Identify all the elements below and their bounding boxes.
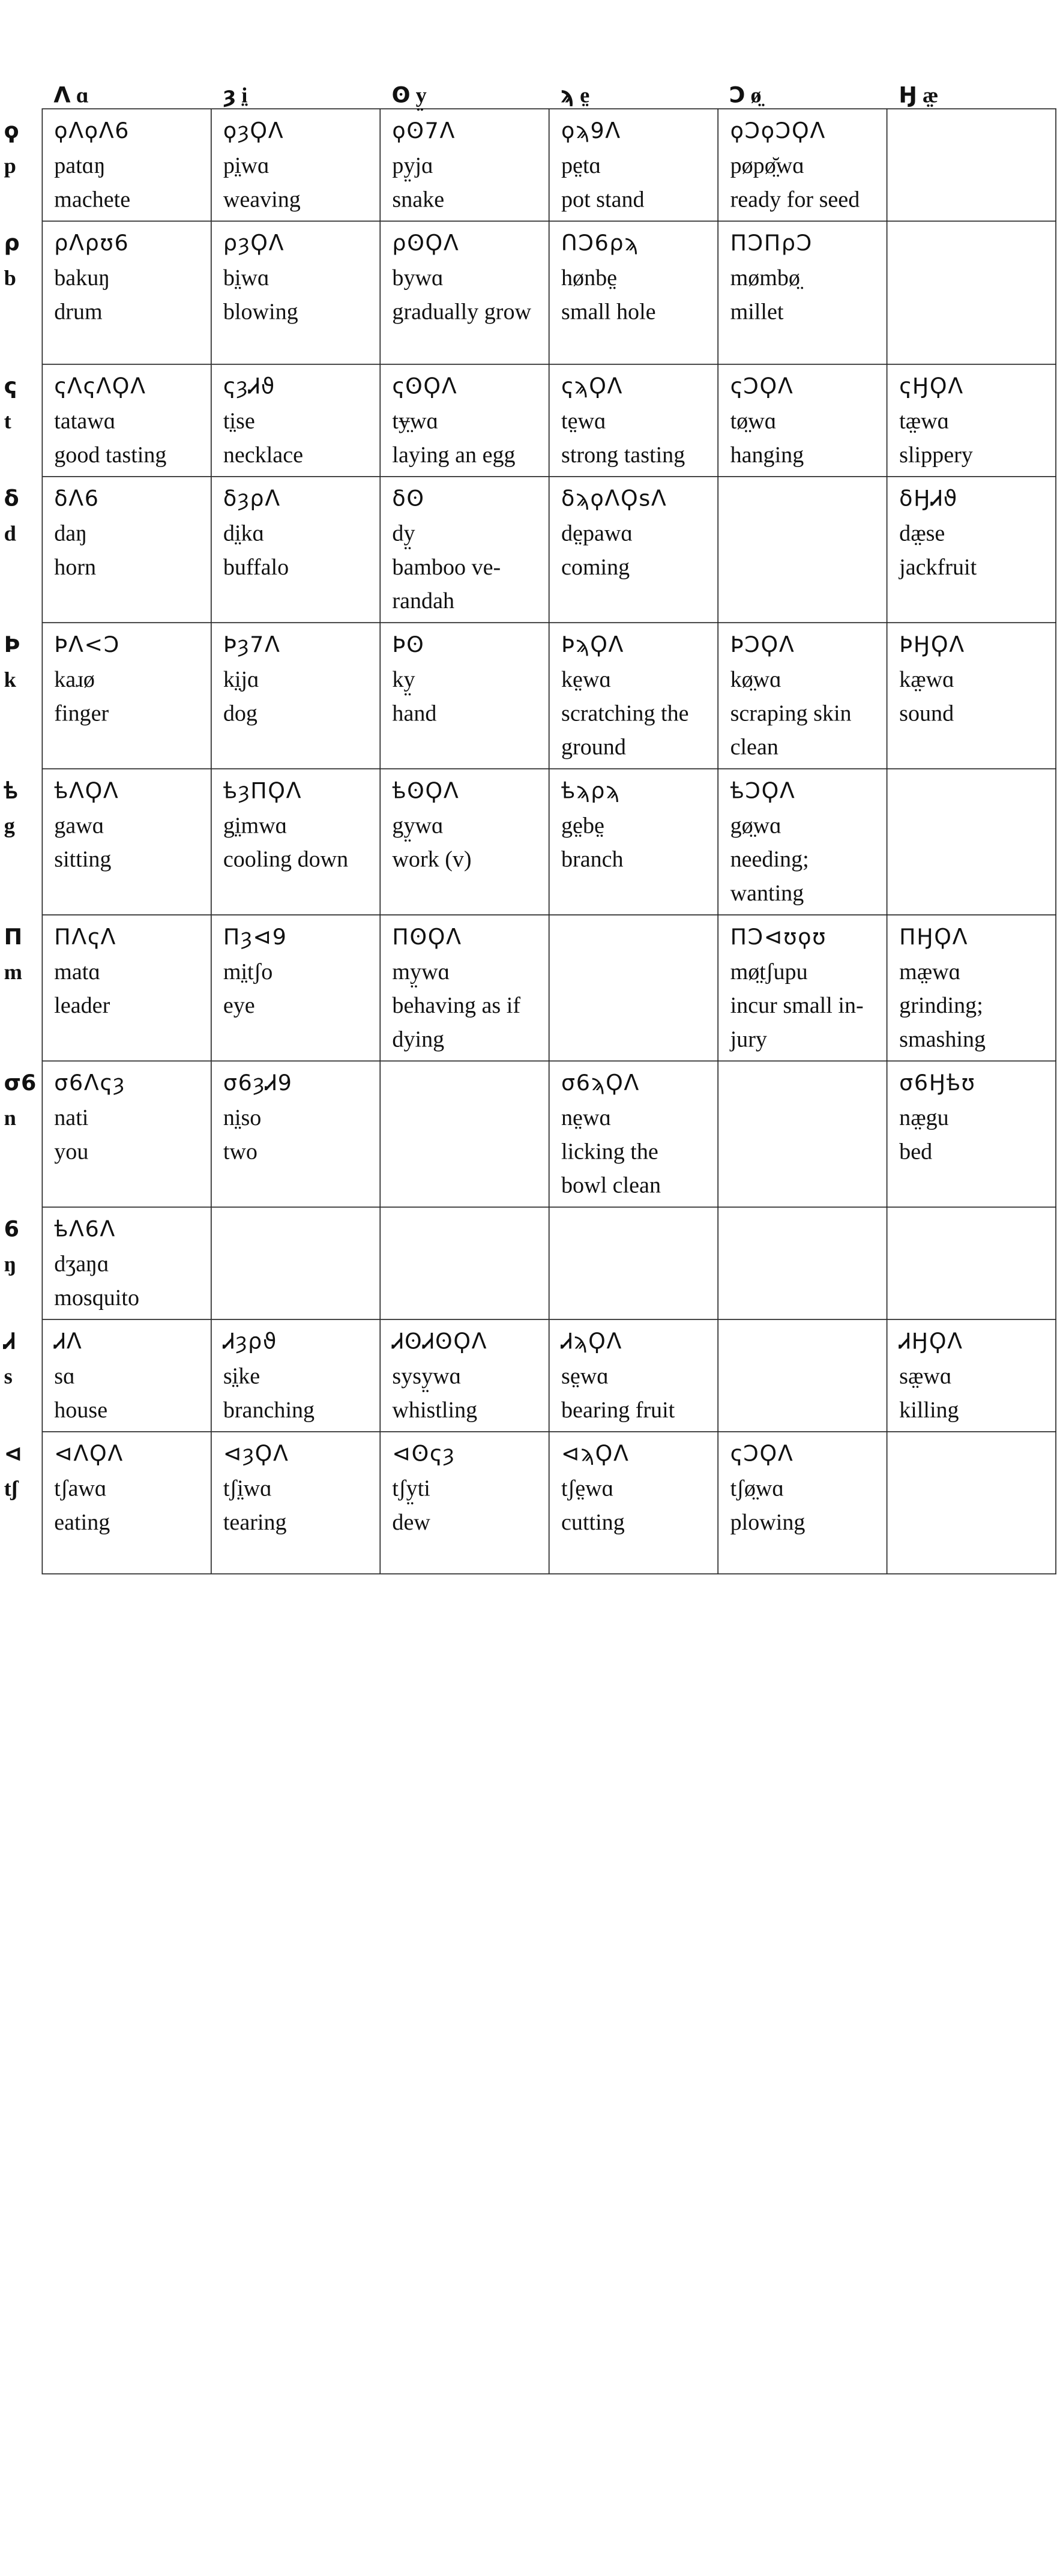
word-script: ҁʘϘᐱ [392, 375, 458, 400]
word-gloss: leader [54, 992, 110, 1018]
word-roman: ni̤so [223, 1105, 262, 1130]
row-header [0, 1432, 42, 1574]
row-header-roman: k [4, 666, 16, 692]
word-gloss: branch [561, 846, 624, 872]
word-gloss: you [54, 1139, 89, 1164]
row-header-roman: n [4, 1105, 16, 1130]
word-roman: pøpø̤̆wɑ [730, 152, 805, 178]
word-cell [549, 364, 718, 477]
word-gloss: strong tasting [561, 442, 685, 468]
word-roman: di̤kɑ [223, 520, 265, 546]
word-script: ҁϡϘᐱ [561, 375, 624, 400]
column-header [42, 74, 211, 109]
word-gloss: gradually grow [392, 299, 532, 324]
word-script: ᲇᐱϘᐱ [54, 779, 119, 804]
word-roman: ge̤be̤ [561, 813, 604, 838]
word-roman: tʃi̤wɑ [223, 1476, 273, 1501]
table-row [0, 623, 1056, 768]
row-header-roman: b [4, 265, 16, 290]
word-roman: gi̤mwɑ [223, 813, 288, 838]
empty-cell [380, 1207, 549, 1320]
table-row [0, 109, 1056, 221]
row-header [0, 769, 42, 915]
column-header-roman: y̤ [415, 82, 427, 107]
row-header [0, 221, 42, 364]
word-cell [211, 477, 380, 623]
word-cell [718, 623, 887, 768]
column-header-roman: ø̤ [750, 82, 762, 107]
row-header [0, 1320, 42, 1432]
word-cell [211, 769, 380, 915]
word-script: ϷϽϘᐱ [730, 633, 795, 659]
word-cell [718, 915, 887, 1061]
word-script: ⊲ϡϘᐱ [561, 1442, 630, 1467]
row-header-script: Ϸ [4, 632, 20, 658]
word-gloss: laying an egg [392, 442, 516, 468]
word-cell [380, 915, 549, 1061]
word-gloss: bamboo ve-randah [392, 554, 501, 614]
word-script: Пᐱҁᐱ [54, 925, 117, 950]
word-script: Ϸȝ7ᐱ [223, 633, 281, 659]
row-header-script: ϙ [4, 118, 19, 144]
word-roman: tɏ̤wɑ [392, 408, 439, 433]
word-roman: tʃy̤ti [392, 1476, 430, 1501]
word-roman: nati [54, 1105, 89, 1130]
row-header-script: Ꮧ [4, 1329, 16, 1354]
column-header [887, 74, 1056, 109]
row-header [0, 364, 42, 477]
word-cell [718, 109, 887, 221]
word-roman: patɑŋ [54, 152, 106, 178]
table-row [0, 915, 1056, 1061]
word-script: ᲇϡρϡ [561, 779, 621, 804]
word-script: ⊲ȝϘᐱ [223, 1442, 289, 1467]
word-cell [549, 109, 718, 221]
word-script: ҁϽϘᐱ [730, 375, 794, 400]
word-cell [42, 1061, 211, 1207]
row-header-script: П [4, 925, 23, 950]
row-header-script: ҁ [4, 374, 17, 399]
row-header-script: σ6 [4, 1070, 37, 1096]
word-cell [887, 1320, 1056, 1432]
word-roman: sysy̤wɑ [392, 1363, 462, 1389]
row-header-script: ⊲ [4, 1441, 23, 1467]
word-script: σ6ᐱҁȝ [54, 1071, 125, 1097]
word-script: ᲇϽϘᐱ [730, 779, 796, 804]
word-script: ϙϽϙϽϘᐱ [730, 119, 826, 145]
word-script: ҁӇϘᐱ [899, 375, 964, 400]
row-header-roman: s [4, 1363, 13, 1389]
corner-cell [0, 74, 42, 109]
word-cell [42, 109, 211, 221]
word-cell [887, 364, 1056, 477]
empty-cell [380, 1061, 549, 1207]
table-row [0, 1320, 1056, 1432]
word-roman: hønbe̤ [561, 265, 618, 291]
row-header [0, 477, 42, 623]
word-script: ẟᐱ6 [54, 487, 100, 512]
word-cell [42, 477, 211, 623]
syllable-table [0, 74, 1056, 1574]
row-header-roman: g [4, 812, 15, 837]
empty-cell [549, 1207, 718, 1320]
word-gloss: dog [223, 701, 257, 726]
word-cell [718, 221, 887, 364]
row-header [0, 1207, 42, 1320]
word-script: ϷϡϘᐱ [561, 633, 625, 659]
word-script: ᏗϡϘᐱ [561, 1330, 623, 1355]
word-gloss: work (v) [392, 846, 472, 872]
word-roman: bakuŋ [54, 265, 110, 291]
word-roman: dæ̤se [899, 520, 945, 546]
word-gloss: killing [899, 1397, 959, 1423]
word-gloss: cooling down [223, 846, 349, 872]
word-roman: bywɑ [392, 265, 444, 291]
word-script: ҁᐱҁᐱϘᐱ [54, 375, 146, 400]
word-gloss: scratching the ground [561, 701, 689, 759]
word-roman: mø̤tʃupu [730, 959, 808, 985]
empty-cell [887, 769, 1056, 915]
column-header [380, 74, 549, 109]
word-gloss: coming [561, 554, 630, 580]
word-cell [380, 221, 549, 364]
word-gloss: mosquito [54, 1285, 140, 1311]
row-header-roman: m [4, 958, 22, 984]
word-roman: sæ̤wɑ [899, 1363, 952, 1389]
word-roman: mømbø̤ [730, 265, 800, 291]
empty-cell [887, 221, 1056, 364]
word-gloss: jackfruit [899, 554, 977, 580]
word-cell [211, 915, 380, 1061]
word-cell [211, 1320, 380, 1432]
word-gloss: branching [223, 1397, 315, 1423]
word-roman: sɑ [54, 1363, 75, 1389]
word-script: ϙȝϘᐱ [223, 119, 285, 145]
word-roman: kaɹø [54, 666, 95, 692]
word-cell [887, 1061, 1056, 1207]
word-cell [380, 623, 549, 768]
word-cell [718, 364, 887, 477]
word-gloss: dew [392, 1509, 430, 1535]
word-roman: gø̤wɑ [730, 813, 782, 838]
row-header-roman: d [4, 520, 16, 546]
table-row [0, 1061, 1056, 1207]
word-script: ẟʘ [392, 487, 425, 512]
word-roman: ky̤ [392, 666, 415, 692]
word-cell [42, 1320, 211, 1432]
word-cell [380, 364, 549, 477]
word-cell [211, 221, 380, 364]
word-gloss: weaving [223, 187, 301, 212]
word-roman: ke̤wɑ [561, 666, 612, 692]
word-gloss: finger [54, 701, 109, 726]
word-cell [380, 769, 549, 915]
word-roman: gy̤wɑ [392, 813, 444, 838]
column-header-script: ϡ [561, 83, 575, 109]
word-cell [887, 477, 1056, 623]
word-script: Ꮧȝρϑ [223, 1330, 278, 1355]
word-gloss: sound [899, 701, 954, 726]
row-header-roman: t [4, 408, 11, 433]
word-script: ρᐱρʊ6 [54, 231, 130, 257]
word-roman: tʃawɑ [54, 1476, 107, 1501]
row-header [0, 109, 42, 221]
table-row [0, 477, 1056, 623]
row-header-script: ρ [4, 231, 20, 256]
column-header-roman: i̤ [241, 82, 248, 107]
row-header-script: ᲇ [4, 779, 18, 804]
word-cell [887, 623, 1056, 768]
column-header-roman: ɑ [76, 82, 89, 107]
word-cell [211, 109, 380, 221]
column-header-script: ȝ [223, 83, 236, 109]
word-roman: se̤wɑ [561, 1363, 609, 1389]
row-header-script: 6 [4, 1217, 19, 1242]
word-gloss: licking the bowl clean [561, 1139, 661, 1198]
word-gloss: grinding; smashing [899, 992, 986, 1052]
word-cell [42, 915, 211, 1061]
word-gloss: snake [392, 187, 445, 212]
empty-cell [718, 1320, 887, 1432]
row-header-roman: tʃ [4, 1475, 18, 1501]
word-roman: te̤wɑ [561, 408, 606, 433]
word-cell [380, 1320, 549, 1432]
word-cell [549, 1320, 718, 1432]
word-roman: pe̤tɑ [561, 152, 601, 178]
word-cell [887, 915, 1056, 1061]
table-row [0, 364, 1056, 477]
word-cell [42, 221, 211, 364]
row-header [0, 1061, 42, 1207]
word-roman: matɑ [54, 959, 101, 985]
word-script: ᏗʘᏗʘϘᐱ [392, 1330, 488, 1355]
empty-cell [718, 1061, 887, 1207]
column-header [211, 74, 380, 109]
empty-cell [718, 1207, 887, 1320]
word-roman: ki̤jɑ [223, 666, 259, 692]
word-script: ҁϽϘᐱ [730, 1442, 794, 1467]
word-cell [549, 221, 718, 364]
word-cell [42, 1207, 211, 1320]
word-gloss: needing; wanting [730, 846, 809, 906]
column-header [718, 74, 887, 109]
word-roman: tæ̤wɑ [899, 408, 950, 433]
word-roman: kø̤wɑ [730, 666, 782, 692]
word-cell [211, 1432, 380, 1574]
word-cell [42, 769, 211, 915]
column-header-script: Ͻ [729, 83, 745, 109]
word-roman: mæ̤wɑ [899, 959, 961, 985]
word-roman: pi̤wɑ [223, 152, 270, 178]
word-gloss: whistling [392, 1397, 478, 1423]
column-header-row [0, 74, 1056, 109]
word-cell [549, 1432, 718, 1574]
word-cell [718, 1432, 887, 1574]
word-gloss: pot stand [561, 187, 645, 212]
word-gloss: small hole [561, 299, 656, 324]
word-cell [380, 477, 549, 623]
word-roman: my̤wɑ [392, 959, 450, 985]
word-cell [549, 1061, 718, 1207]
word-script: ⊲ʘҁȝ [392, 1442, 456, 1467]
word-script: ҁȝᏗϑ [223, 375, 276, 400]
word-roman: dy̤ [392, 520, 415, 546]
word-script: ᲇʘϘᐱ [392, 779, 460, 804]
empty-cell [549, 915, 718, 1061]
word-script: ՈϽ6ρϡ [561, 231, 639, 257]
word-roman: dʒaŋɑ [54, 1251, 109, 1276]
word-gloss: eating [54, 1509, 110, 1535]
word-script: ПϽПρϽ [730, 231, 813, 257]
word-script: ϙϡ9ᐱ [561, 119, 621, 145]
word-gloss: house [54, 1397, 108, 1423]
word-cell [549, 769, 718, 915]
word-gloss: eye [223, 992, 255, 1018]
table-row [0, 221, 1056, 364]
word-cell [380, 109, 549, 221]
word-script: Ꮧᐱ [54, 1330, 83, 1355]
row-header-roman: ŋ [4, 1250, 16, 1276]
word-cell [211, 623, 380, 768]
word-gloss: tearing [223, 1509, 287, 1535]
column-header-script: ʘ [391, 83, 411, 109]
word-roman: ne̤wɑ [561, 1105, 612, 1130]
word-gloss: ready for seed [730, 187, 860, 212]
word-gloss: sitting [54, 846, 112, 872]
word-gloss: hand [392, 701, 437, 726]
word-cell [380, 1432, 549, 1574]
table-row [0, 1207, 1056, 1320]
word-roman: ti̤se [223, 408, 255, 433]
column-header [549, 74, 718, 109]
word-roman: tʃe̤wɑ [561, 1476, 614, 1501]
row-header-script: ẟ [4, 486, 19, 511]
word-script: ᲇᐱ6ᐱ [54, 1217, 116, 1243]
word-roman: tø̤wɑ [730, 408, 777, 433]
word-script: Ϸᐱ<Ͻ [54, 633, 120, 659]
word-roman: de̤pawɑ [561, 520, 633, 546]
word-cell [549, 477, 718, 623]
word-roman: tatawɑ [54, 408, 116, 433]
word-roman: tʃø̤wɑ [730, 1476, 784, 1501]
word-cell [211, 364, 380, 477]
word-script: ПϽ⊲ʊϙʊ [730, 925, 827, 950]
word-gloss: bed [899, 1139, 933, 1164]
word-gloss: horn [54, 554, 97, 580]
word-gloss: hanging [730, 442, 804, 468]
word-gloss: slippery [899, 442, 973, 468]
word-gloss: behaving as if dying [392, 992, 521, 1052]
column-header-script: Ӈ [899, 83, 917, 109]
row-header [0, 915, 42, 1061]
word-roman: daŋ [54, 520, 88, 546]
word-cell [42, 623, 211, 768]
empty-cell [887, 1207, 1056, 1320]
word-script: Пȝ⊲9 [223, 925, 288, 950]
row-header [0, 623, 42, 768]
word-roman: bi̤wɑ [223, 265, 270, 291]
empty-cell [211, 1207, 380, 1320]
word-gloss: good tasting [54, 442, 167, 468]
row-header-roman: p [4, 152, 16, 178]
word-script: Ϸʘ [392, 633, 425, 659]
word-gloss: machete [54, 187, 131, 212]
word-cell [211, 1061, 380, 1207]
word-gloss: incur small in-jury [730, 992, 864, 1052]
word-script: ϙʘ7ᐱ [392, 119, 456, 145]
word-roman: kæ̤wɑ [899, 666, 955, 692]
word-cell [42, 1432, 211, 1574]
word-script: ПӇϘᐱ [899, 925, 969, 950]
empty-cell [718, 477, 887, 623]
word-gloss: buffalo [223, 554, 289, 580]
word-script: σ6Ӈᲇʊ [899, 1071, 976, 1097]
word-roman: mi̤tʃo [223, 959, 273, 985]
word-script: ᏗӇϘᐱ [899, 1330, 963, 1355]
word-script: ϙᐱϙᐱ6 [54, 119, 130, 145]
word-cell [549, 623, 718, 768]
word-gloss: millet [730, 299, 784, 324]
word-script: ⊲ᐱϘᐱ [54, 1442, 124, 1467]
word-script: ϷӇϘᐱ [899, 633, 965, 659]
column-header-script: ᐱ [53, 83, 71, 109]
column-header-roman: e̤ [580, 82, 590, 107]
word-script: ρȝϘᐱ [223, 231, 285, 257]
word-script: σ6ϡϘᐱ [561, 1071, 640, 1097]
table-row [0, 769, 1056, 915]
word-gloss: cutting [561, 1509, 625, 1535]
word-roman: si̤ke [223, 1363, 260, 1389]
word-gloss: drum [54, 299, 103, 324]
word-script: ρʘϘᐱ [392, 231, 460, 257]
word-script: ẟȝρᐱ [223, 487, 281, 512]
word-gloss: plowing [730, 1509, 806, 1535]
word-script: ẟӇᏗϑ [899, 487, 958, 512]
empty-cell [887, 109, 1056, 221]
word-cell [42, 364, 211, 477]
word-script: ПʘϘᐱ [392, 925, 462, 950]
word-gloss: two [223, 1139, 257, 1164]
word-roman: gawɑ [54, 813, 104, 838]
column-header-roman: æ̤ [922, 82, 939, 107]
word-script: ẟϡϙᐱϘsᐱ [561, 487, 667, 512]
table-row [0, 1432, 1056, 1574]
word-roman: næ̤gu [899, 1105, 949, 1130]
word-script: σ6ȝᏗ9 [223, 1071, 293, 1097]
word-script: ᲇȝПϘᐱ [223, 779, 303, 804]
word-gloss: necklace [223, 442, 304, 468]
word-gloss: bearing fruit [561, 1397, 675, 1423]
word-gloss: blowing [223, 299, 298, 324]
word-roman: py̤jɑ [392, 152, 433, 178]
empty-cell [887, 1432, 1056, 1574]
word-gloss: scraping skin clean [730, 701, 852, 759]
word-cell [718, 769, 887, 915]
